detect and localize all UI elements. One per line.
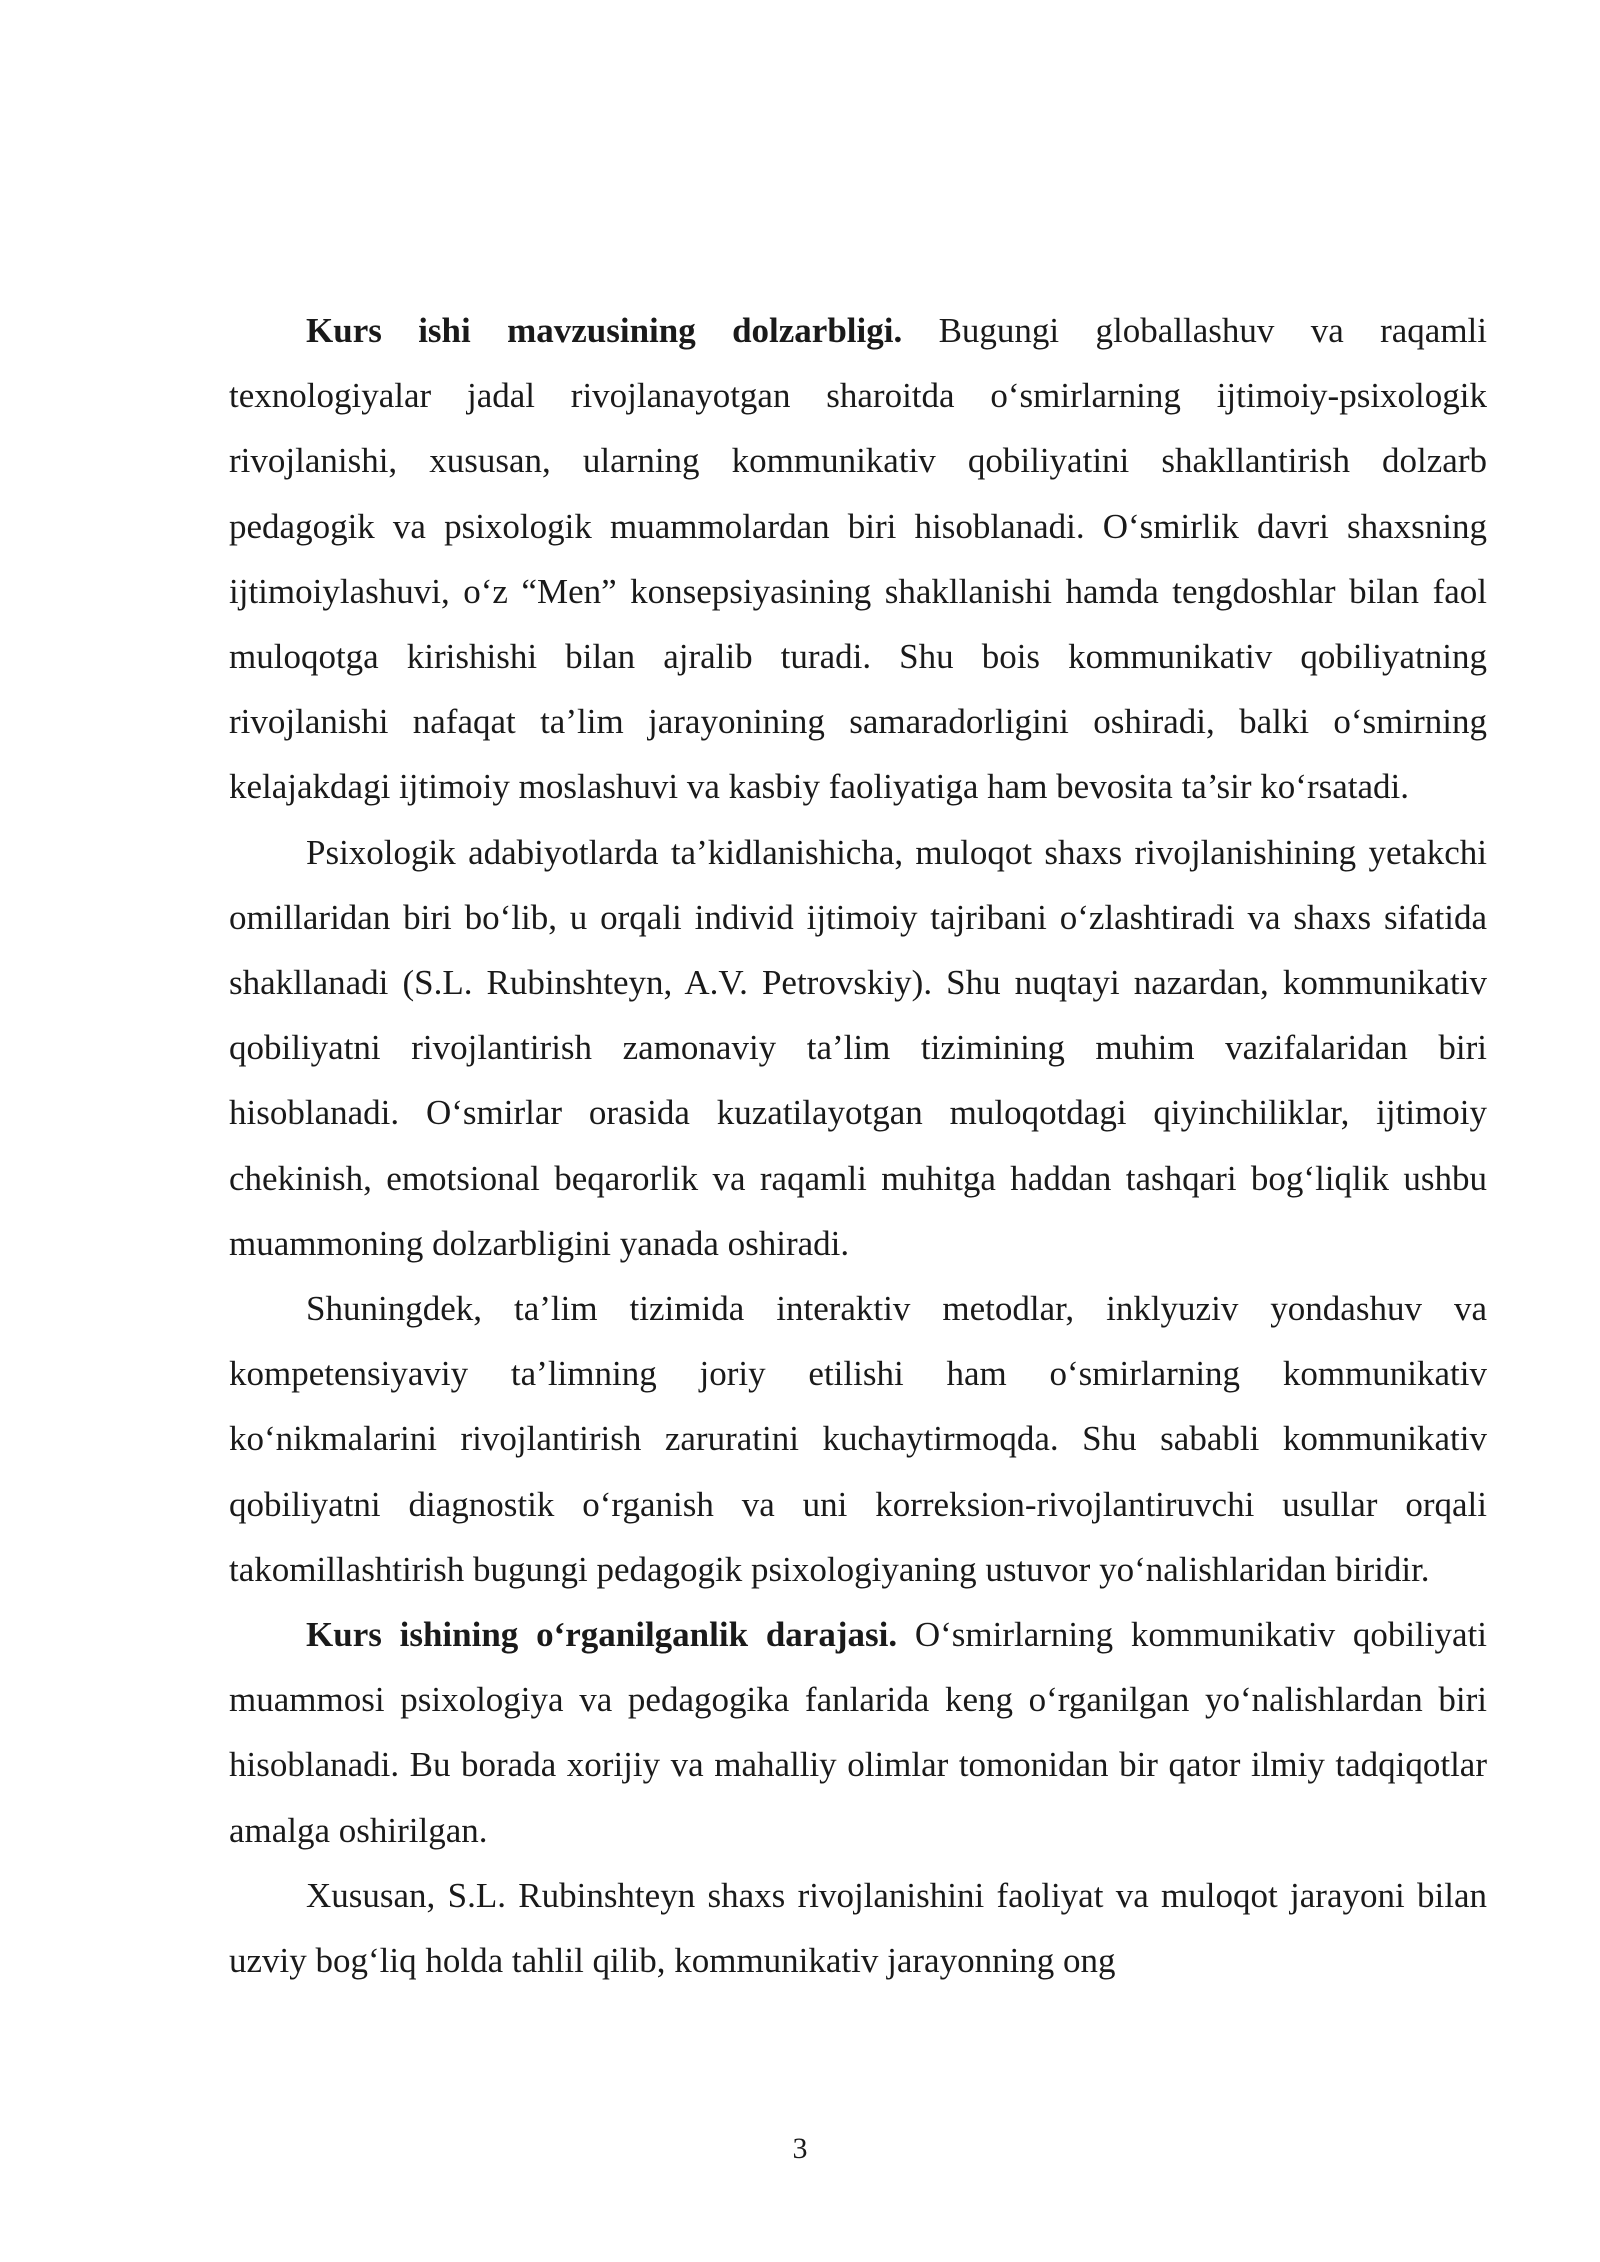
paragraph-relevance bbox=[229, 298, 1487, 820]
paragraph-education-system bbox=[229, 1276, 1487, 1602]
heading-study-degree: Kurs ishining o‘rganilganlik darajasi. bbox=[306, 1615, 898, 1655]
paragraph-text: Shuningdek, ta’lim tizimida interaktiv metodlar, inklyuziv yondashuv va kompetensiyaviy ta’limning joriy etilishi ham o‘smirlarning kommunikativ ko‘nikmalarini rivojlantirish zaruratini kuchaytirmoqda. Shu sababli kommunikativ qobiliyatni diagnostik o‘rganish va uni korreksion-rivojlantiruvchi usullar orqali takomillashtirish bugungi pedagogik psixologiyaning ustuvor yo‘nalishlaridan biridir. bbox=[229, 1289, 1487, 1589]
paragraph-text: O‘smirlarning kommunikativ qobiliyati muammosi psixologiya va pedagogika fanlarida keng o‘rganilgan yo‘nalishlardan biri hisoblanadi. Bu borada xorijiy va mahalliy olimlar tomonidan bir qator ilmiy tadqiqotlar amalga oshirilgan. bbox=[229, 1615, 1487, 1850]
paragraph-text: Psixologik adabiyotlarda ta’kidlanishicha, muloqot shaxs rivojlanishining yetakchi omillaridan biri bo‘lib, u orqali individ ijtimoiy tajribani o‘zlashtiradi va shaxs sifatida shakllanadi (S.L. Rubinshteyn, A.V. Petrovskiy). Shu nuqtayi nazardan, kommunikativ qobiliyatni rivojlantirish zamonaviy ta’lim tizimining muhim vazifalaridan biri hisoblanadi. O‘smirlar orasida kuzatilayotgan muloqotdagi qiyinchiliklar, ijtimoiy chekinish, emotsional beqarorlik va raqamli muhitga haddan tashqari bog‘liqlik ushbu muammoning dolzarbligini yanada oshiradi. bbox=[229, 832, 1487, 1263]
paragraph-rubinshteyn bbox=[229, 1863, 1487, 1993]
paragraph-psychology-literature bbox=[229, 820, 1487, 1276]
paragraph-study-degree bbox=[229, 1602, 1487, 1863]
heading-relevance: Kurs ishi mavzusining dolzarbligi. bbox=[306, 311, 903, 350]
paragraph-text: Bugungi globallashuv va raqamli texnologiyalar jadal rivojlanayotgan sharoitda o‘smirlarning ijtimoiy-psixologik rivojlanishi, xususan, ularning kommunikativ qobiliyatini shakllantirish dolzarb pedagogik va psixologik muammolardan biri hisoblanadi. O‘smirlik davri shaxsning ijtimoiylashuvi, o‘z “Men” konsepsiyasining shakllanishi hamda tengdoshlar bilan faol muloqotga kirishishi bilan ajralib turadi. Shu bois kommunikativ qobiliyatning rivojlanishi nafaqat ta’lim jarayonining samaradorligini oshiradi, balki o‘smirning kelajakdagi ijtimoiy moslashuvi va kasbiy faoliyatiga ham bevosita ta’sir ko‘rsatadi. bbox=[229, 311, 1487, 807]
paragraph-text: Xususan, S.L. Rubinshteyn shaxs rivojlanishini faoliyat va muloqot jarayoni bilan uzviy bog‘liq holda tahlil qilib, kommunikativ jarayonning ong bbox=[229, 1875, 1487, 1981]
page-number: 3 bbox=[792, 2132, 808, 2165]
body-text bbox=[229, 298, 1487, 1993]
